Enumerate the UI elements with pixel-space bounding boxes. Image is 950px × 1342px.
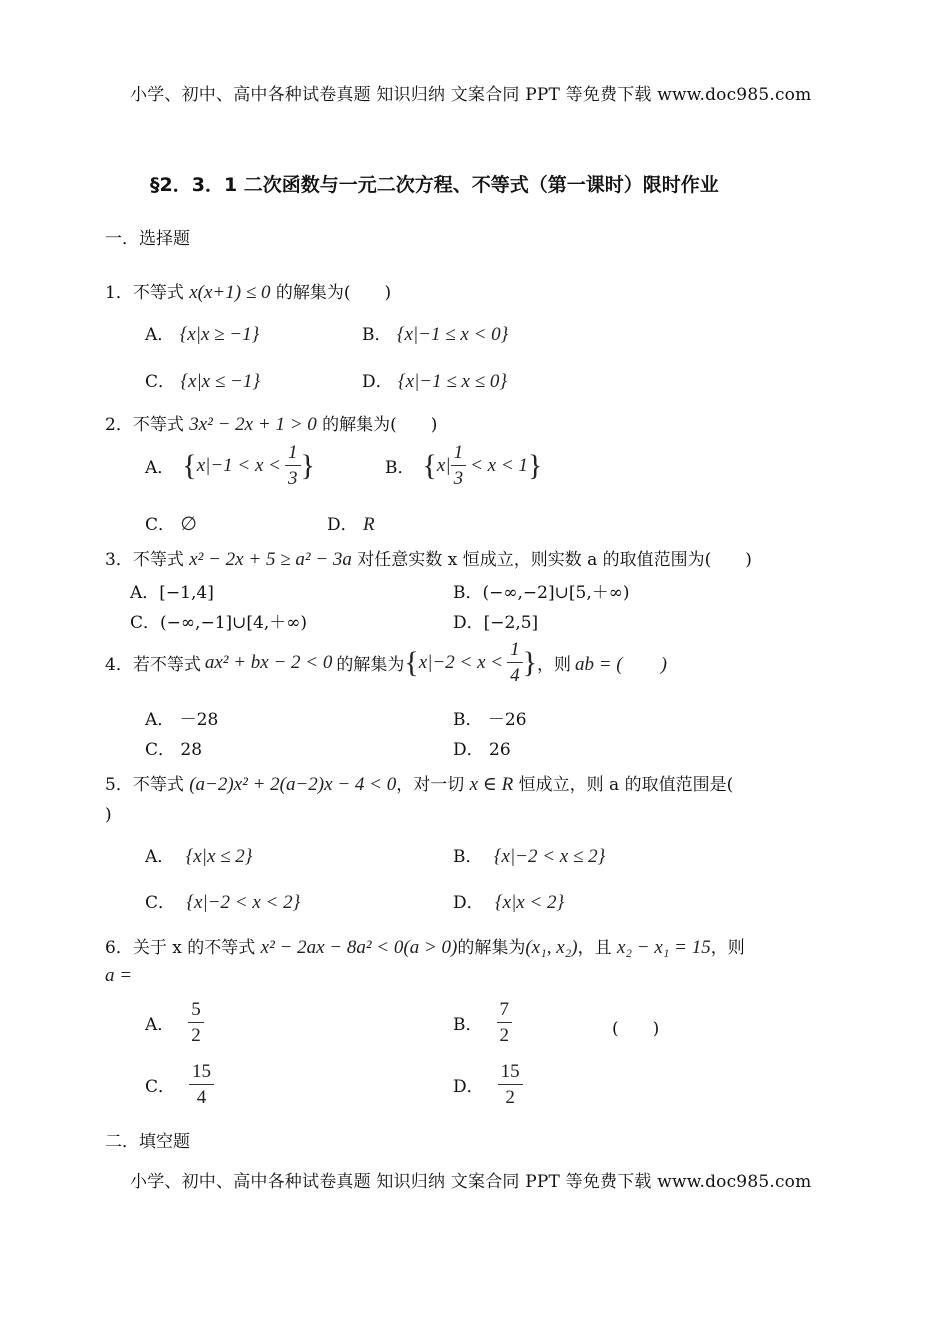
q5-number: 5．: [105, 775, 133, 795]
q5-post: 恒成立，则 a 的取值范围是(: [518, 775, 734, 795]
q2-b-denominator: 3: [453, 468, 464, 489]
question-6: [105, 933, 745, 959]
q2-option-a: [145, 443, 315, 488]
q1-option-b: [362, 320, 508, 346]
q3-number: 3．: [105, 550, 133, 570]
question-1: [105, 278, 391, 304]
q6-b-fraction: [497, 1000, 513, 1045]
q6-a-label: A．: [145, 1015, 175, 1035]
q6-b-denominator: 2: [499, 1025, 509, 1046]
q1-d-label: D．: [362, 372, 393, 392]
q1-option-c: [145, 367, 260, 393]
q4-pre: 若不等式: [132, 655, 201, 675]
q2-expression: 3x² − 2x + 1 > 0: [189, 414, 317, 435]
q1-option-d: [362, 367, 507, 393]
q4-number: 4．: [105, 655, 133, 675]
q5-option-c: [145, 888, 300, 914]
q3-option-c: C．(−∞,−1]∪[4,＋∞): [130, 613, 308, 633]
q2-number: 2．: [105, 415, 133, 435]
q6-a-fraction: [188, 1000, 204, 1045]
q4-option-a: A． －28: [145, 710, 219, 730]
q4-mid: 的解集为: [336, 655, 405, 675]
q4-fraction: [507, 640, 523, 685]
q6-b-label: B．: [453, 1015, 483, 1035]
q4-rbrace: }: [522, 645, 537, 679]
q5-b-value: {x|−2 < x ≤ 2}: [493, 846, 606, 867]
q3-option-b: B．(−∞,−2]∪[5,＋∞): [453, 583, 630, 603]
q2-a-lbrace: {: [182, 448, 197, 482]
q5-d-label: D．: [453, 893, 484, 913]
q3-pre: 不等式: [132, 550, 184, 570]
q5-option-d: [453, 888, 564, 914]
q4-option-b: B． －26: [453, 710, 527, 730]
q4-post: ，则: [536, 655, 571, 675]
q1-a-label: A．: [145, 325, 175, 345]
q5-c-label: C．: [145, 893, 176, 913]
q2-b-expr: < x < 1: [470, 454, 528, 476]
question-3: [105, 545, 752, 571]
question-5: [105, 770, 733, 796]
q6-c-denominator: 4: [196, 1087, 207, 1108]
q2-a-denominator: 3: [288, 468, 298, 489]
q5-option-a: [145, 842, 252, 868]
q6-number: 6．: [105, 938, 133, 958]
q2-b-x: x|: [436, 454, 451, 476]
q6-option-c: [145, 1062, 214, 1107]
q5-expression: (a−2)x² + 2(a−2)x − 4 < 0: [189, 774, 397, 795]
q6-option-a: [145, 1000, 204, 1045]
q6-d-fraction: [498, 1062, 523, 1107]
q6-c-fraction: [189, 1062, 214, 1107]
q6-a-numerator: 5: [188, 1000, 204, 1023]
q1-a-value: {x|x ≥ −1}: [179, 324, 260, 345]
q2-b-fraction: [451, 443, 467, 488]
q1-option-a: [145, 320, 259, 346]
q1-pre: 不等式: [132, 283, 184, 303]
q2-option-c: [145, 510, 197, 536]
q4-option-d: D． 26: [453, 740, 511, 760]
q4-expression: ax² + bx − 2 < 0: [204, 651, 333, 673]
section-heading-choice: 一．选择题: [105, 229, 190, 249]
q1-expression: x(x+1) ≤ 0: [189, 282, 271, 303]
q2-pre: 不等式: [132, 415, 184, 435]
q2-post: 的解集为( ): [322, 415, 438, 435]
q4-tail: ab = ( ): [574, 654, 667, 675]
page-header: 小学、初中、高中各种试卷真题 知识归纳 文案合同 PPT 等免费下载 www.doc985.com: [130, 85, 812, 105]
q6-condition: x₂ − x₁ = 15: [616, 937, 711, 958]
q6-continuation: a =: [105, 965, 133, 986]
question-4: [105, 640, 667, 685]
q2-b-lbrace: {: [422, 448, 437, 482]
q2-b-label: B．: [385, 458, 415, 478]
q6-b-numerator: 7: [497, 1000, 513, 1023]
q3-mid: 对任意实数 x 恒成立，则实数 a 的取值范围为( ): [357, 550, 752, 570]
q4-option-c: C． 28: [145, 740, 203, 760]
q6-option-b: [453, 1000, 512, 1045]
question-2: [105, 410, 437, 436]
q6-tail: ，则: [710, 938, 745, 958]
q5-b-label: B．: [453, 847, 483, 867]
q6-interval: (x₁, x₂): [525, 937, 578, 958]
q2-a-expr: x|−1 < x <: [196, 454, 281, 476]
q5-mid: ，对一切: [396, 775, 465, 795]
q2-option-b: [385, 443, 542, 488]
q3-option-d: D．[−2,5]: [453, 613, 539, 633]
q1-post: 的解集为( ): [275, 283, 392, 303]
q5-continuation: ): [105, 805, 112, 825]
q1-d-value: {x|−1 ≤ x ≤ 0}: [398, 371, 508, 392]
q2-d-value: R: [363, 514, 375, 535]
q6-c-numerator: 15: [189, 1062, 214, 1085]
q5-condition: x ∈ R: [469, 774, 514, 795]
page-footer: 小学、初中、高中各种试卷真题 知识归纳 文案合同 PPT 等免费下载 www.doc985.com: [130, 1172, 812, 1192]
q5-pre: 不等式: [132, 775, 184, 795]
q6-d-numerator: 15: [498, 1062, 523, 1085]
q1-c-value: {x|x ≤ −1}: [180, 371, 260, 392]
q2-a-fraction: [285, 443, 301, 488]
q2-b-rbrace: }: [527, 448, 543, 482]
q3-option-a: A．[−1,4]: [130, 583, 214, 603]
q2-a-label: A．: [145, 458, 175, 478]
q2-b-numerator: 1: [451, 443, 467, 466]
q1-b-value: {x|−1 ≤ x < 0}: [396, 324, 509, 345]
q6-answer-paren: ( ): [612, 1019, 660, 1039]
section-heading-fill: 二．填空题: [105, 1132, 190, 1152]
q6-pre: 关于 x 的不等式: [132, 938, 256, 958]
q2-d-label: D．: [327, 515, 358, 535]
q4-numerator: 1: [507, 640, 523, 663]
q1-number: 1．: [105, 283, 133, 303]
q2-a-numerator: 1: [285, 443, 301, 466]
q6-option-d: [453, 1062, 523, 1107]
q5-a-label: A．: [145, 847, 175, 867]
q6-d-label: D．: [453, 1077, 484, 1097]
q6-a-denominator: 2: [191, 1025, 201, 1046]
q1-b-label: B．: [362, 325, 392, 345]
q4-denominator: 4: [510, 665, 520, 686]
q6-expression: x² − 2ax − 8a² < 0(a > 0): [260, 937, 458, 958]
q1-c-label: C．: [145, 372, 176, 392]
q5-option-b: [453, 842, 605, 868]
q6-mid: 的解集为: [457, 938, 526, 958]
q2-a-rbrace: }: [300, 448, 315, 482]
q5-d-value: {x|x < 2}: [495, 892, 565, 913]
q2-c-value: ∅: [180, 514, 197, 535]
q6-d-denominator: 2: [505, 1087, 515, 1108]
q2-c-label: C．: [145, 515, 176, 535]
q3-expression: x² − 2x + 5 ≥ a² − 3a: [189, 549, 352, 570]
page-title: §2．3．1 二次函数与一元二次方程、不等式（第一课时）限时作业: [150, 174, 719, 196]
q4-set-expr: x|−2 < x <: [418, 651, 504, 673]
q5-a-value: {x|x ≤ 2}: [185, 846, 253, 867]
q2-option-d: [327, 510, 375, 536]
q6-post: ，且: [577, 938, 612, 958]
q5-c-value: {x|−2 < x < 2}: [186, 892, 301, 913]
q4-lbrace: {: [404, 645, 419, 679]
q6-c-label: C．: [145, 1077, 176, 1097]
